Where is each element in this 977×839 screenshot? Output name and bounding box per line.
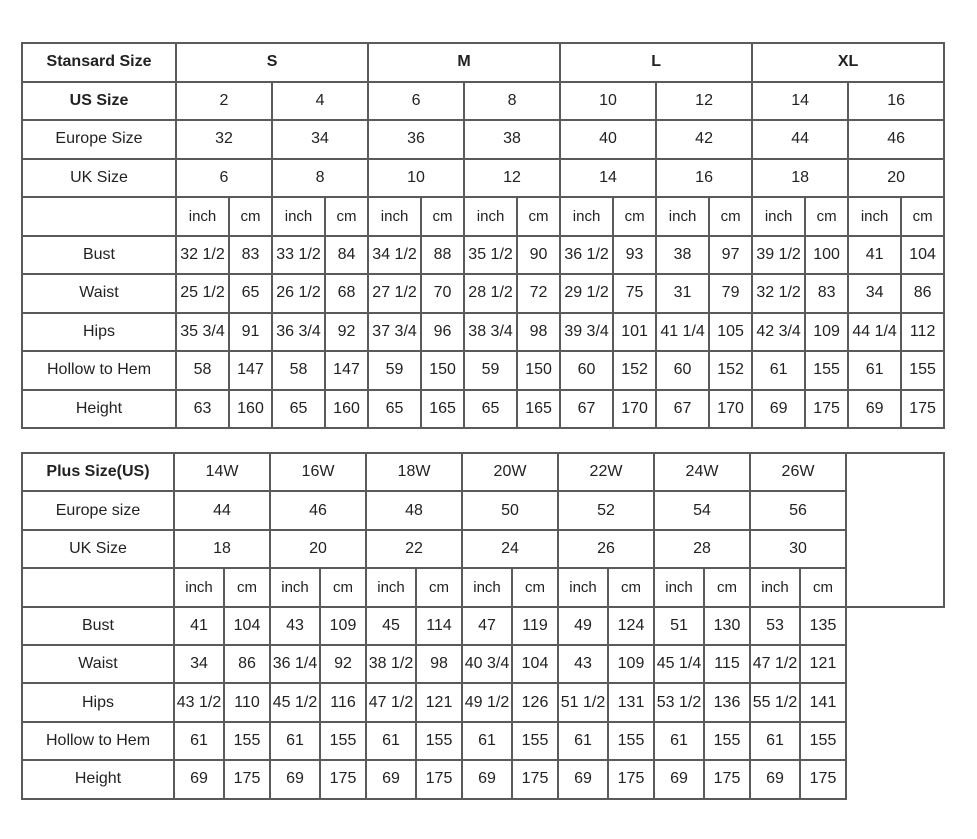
measurement-cm-cell: 116 (320, 683, 366, 721)
measurement-cm-cell: 175 (224, 760, 270, 798)
europe-size-row (22, 120, 944, 159)
europe-size-cell: 44 (752, 120, 848, 159)
measurement-cm-cell: 175 (512, 760, 558, 798)
plus-europe-cell: 56 (750, 491, 846, 529)
measurement-label: Bust (22, 236, 176, 275)
measurement-inch-cell: 41 (174, 607, 224, 645)
unit-inch: inch (656, 197, 709, 236)
measurement-cm-cell: 92 (325, 313, 368, 352)
plus-size-cell: 14W (174, 453, 270, 491)
measurement-cm-cell: 152 (613, 351, 656, 390)
measurement-cm-cell: 155 (320, 722, 366, 760)
measurement-cm-cell: 170 (613, 390, 656, 429)
measurement-cm-cell: 175 (901, 390, 944, 429)
unit-inch: inch (174, 568, 224, 606)
measurement-cm-cell: 155 (805, 351, 848, 390)
plus-europe-cell: 44 (174, 491, 270, 529)
measurement-inch-cell: 67 (560, 390, 613, 429)
europe-size-cell: 32 (176, 120, 272, 159)
plus-size-label: Plus Size(US) (22, 453, 174, 491)
plus-uk-row (22, 530, 944, 568)
measurement-cm-cell: 165 (517, 390, 560, 429)
uk-size-cell: 8 (272, 159, 368, 198)
measurement-inch-cell: 32 1/2 (176, 236, 229, 275)
uk-size-cell: 18 (752, 159, 848, 198)
measurement-cm-cell: 121 (800, 645, 846, 683)
measurement-cm-cell: 88 (421, 236, 464, 275)
unit-inch: inch (752, 197, 805, 236)
measurement-cm-cell: 104 (901, 236, 944, 275)
measurement-row (22, 607, 944, 645)
measurement-cm-cell: 160 (325, 390, 368, 429)
measurement-cm-cell: 75 (613, 274, 656, 313)
unit-cm: cm (613, 197, 656, 236)
measurement-cm-cell: 175 (608, 760, 654, 798)
measurement-cm-cell: 100 (805, 236, 848, 275)
us-size-row (22, 82, 944, 121)
unit-cm: cm (709, 197, 752, 236)
measurement-inch-cell: 44 1/4 (848, 313, 901, 352)
unit-inch: inch (270, 568, 320, 606)
measurement-cm-cell: 175 (805, 390, 848, 429)
plus-empty-column (846, 453, 944, 607)
measurement-inch-cell: 27 1/2 (368, 274, 421, 313)
measurement-cm-cell: 91 (229, 313, 272, 352)
measurement-inch-cell: 38 1/2 (366, 645, 416, 683)
plus-uk-cell: 26 (558, 530, 654, 568)
measurement-cm-cell: 83 (229, 236, 272, 275)
measurement-inch-cell: 36 1/4 (270, 645, 320, 683)
measurement-row (22, 390, 944, 429)
unit-inch: inch (368, 197, 421, 236)
size-xl: XL (752, 43, 944, 82)
measurement-inch-cell: 51 1/2 (558, 683, 608, 721)
measurement-cm-cell: 109 (608, 645, 654, 683)
measurement-inch-cell: 29 1/2 (560, 274, 613, 313)
measurement-inch-cell: 55 1/2 (750, 683, 800, 721)
measurement-label: Height (22, 390, 176, 429)
measurement-cm-cell: 160 (229, 390, 272, 429)
measurement-inch-cell: 60 (656, 351, 709, 390)
us-size-cell: 12 (656, 82, 752, 121)
measurement-cm-cell: 105 (709, 313, 752, 352)
unit-cm: cm (229, 197, 272, 236)
measurement-inch-cell: 53 (750, 607, 800, 645)
measurement-cm-cell: 131 (608, 683, 654, 721)
measurement-inch-cell: 69 (848, 390, 901, 429)
us-size-cell: 10 (560, 82, 656, 121)
measurement-inch-cell: 67 (656, 390, 709, 429)
measurement-label: Height (22, 760, 174, 798)
us-size-cell: 6 (368, 82, 464, 121)
plus-uk-cell: 24 (462, 530, 558, 568)
measurement-label: Bust (22, 607, 174, 645)
measurement-cm-cell: 98 (517, 313, 560, 352)
plus-size-table (21, 452, 945, 800)
standard-unit-row (22, 197, 944, 236)
measurement-inch-cell: 38 (656, 236, 709, 275)
measurement-cm-cell: 170 (709, 390, 752, 429)
measurement-row (22, 645, 944, 683)
measurement-inch-cell: 39 1/2 (752, 236, 805, 275)
unit-cm: cm (805, 197, 848, 236)
measurement-cm-cell: 70 (421, 274, 464, 313)
measurement-inch-cell: 61 (174, 722, 224, 760)
europe-size-cell: 40 (560, 120, 656, 159)
measurement-row (22, 722, 944, 760)
europe-size-cell: 46 (848, 120, 944, 159)
measurement-cm-cell: 147 (325, 351, 368, 390)
measurement-inch-cell: 61 (752, 351, 805, 390)
us-size-cell: 14 (752, 82, 848, 121)
measurement-inch-cell: 61 (558, 722, 608, 760)
measurement-cm-cell: 115 (704, 645, 750, 683)
measurement-inch-cell: 69 (174, 760, 224, 798)
measurement-inch-cell: 61 (366, 722, 416, 760)
measurement-label: Hollow to Hem (22, 722, 174, 760)
measurement-inch-cell: 34 (848, 274, 901, 313)
measurement-cm-cell: 155 (224, 722, 270, 760)
measurement-cm-cell: 155 (704, 722, 750, 760)
measurement-cm-cell: 68 (325, 274, 368, 313)
plus-size-cell: 24W (654, 453, 750, 491)
unit-cm: cm (512, 568, 558, 606)
measurement-inch-cell: 39 3/4 (560, 313, 613, 352)
measurement-cm-cell: 150 (421, 351, 464, 390)
plus-measurements (22, 607, 944, 799)
measurement-cm-cell: 136 (704, 683, 750, 721)
measurement-inch-cell: 65 (272, 390, 325, 429)
measurement-cm-cell: 83 (805, 274, 848, 313)
plus-uk-cell: 28 (654, 530, 750, 568)
measurement-inch-cell: 59 (368, 351, 421, 390)
measurement-inch-cell: 60 (560, 351, 613, 390)
measurement-inch-cell: 45 1/4 (654, 645, 704, 683)
measurement-inch-cell: 58 (272, 351, 325, 390)
us-size-cell: 16 (848, 82, 944, 121)
unit-inch: inch (654, 568, 704, 606)
measurement-cm-cell: 155 (800, 722, 846, 760)
measurement-inch-cell: 47 (462, 607, 512, 645)
measurement-inch-cell: 28 1/2 (464, 274, 517, 313)
measurement-cm-cell: 130 (704, 607, 750, 645)
measurement-cm-cell: 84 (325, 236, 368, 275)
unit-cm: cm (416, 568, 462, 606)
us-size-cell: 8 (464, 82, 560, 121)
measurement-inch-cell: 34 (174, 645, 224, 683)
us-size-cell: 2 (176, 82, 272, 121)
plus-europe-label: Europe size (22, 491, 174, 529)
measurement-inch-cell: 26 1/2 (272, 274, 325, 313)
unit-inch: inch (848, 197, 901, 236)
measurement-cm-cell: 86 (901, 274, 944, 313)
measurement-inch-cell: 51 (654, 607, 704, 645)
uk-size-cell: 14 (560, 159, 656, 198)
measurement-cm-cell: 121 (416, 683, 462, 721)
measurement-row (22, 683, 944, 721)
size-l: L (560, 43, 752, 82)
measurement-cm-cell: 155 (512, 722, 558, 760)
europe-size-cell: 42 (656, 120, 752, 159)
measurement-cm-cell: 150 (517, 351, 560, 390)
measurement-cm-cell: 119 (512, 607, 558, 645)
unit-cm: cm (608, 568, 654, 606)
measurement-cm-cell: 155 (608, 722, 654, 760)
plus-uk-cell: 22 (366, 530, 462, 568)
measurement-inch-cell: 69 (270, 760, 320, 798)
measurement-inch-cell: 61 (848, 351, 901, 390)
measurement-inch-cell: 41 (848, 236, 901, 275)
measurement-inch-cell: 43 (558, 645, 608, 683)
unit-cm: cm (421, 197, 464, 236)
measurement-inch-cell: 43 1/2 (174, 683, 224, 721)
europe-size-cell: 34 (272, 120, 368, 159)
measurement-inch-cell: 69 (750, 760, 800, 798)
measurement-cm-cell: 72 (517, 274, 560, 313)
europe-size-label: Europe Size (22, 120, 176, 159)
plus-europe-cell: 50 (462, 491, 558, 529)
unit-row-blank (22, 568, 174, 606)
measurement-cm-cell: 175 (704, 760, 750, 798)
standard-measurements (22, 236, 944, 429)
uk-size-cell: 16 (656, 159, 752, 198)
us-size-cell: 4 (272, 82, 368, 121)
measurement-cm-cell: 175 (320, 760, 366, 798)
measurement-cm-cell: 97 (709, 236, 752, 275)
unit-inch: inch (176, 197, 229, 236)
measurement-cm-cell: 155 (416, 722, 462, 760)
plus-uk-cell: 18 (174, 530, 270, 568)
plus-uk-cell: 20 (270, 530, 366, 568)
uk-size-cell: 6 (176, 159, 272, 198)
measurement-cm-cell: 155 (901, 351, 944, 390)
measurement-cm-cell: 109 (320, 607, 366, 645)
unit-cm: cm (800, 568, 846, 606)
standard-size-label: Stansard Size (22, 43, 176, 82)
plus-header-row (22, 453, 944, 491)
unit-cm: cm (901, 197, 944, 236)
measurement-row (22, 313, 944, 352)
measurement-inch-cell: 43 (270, 607, 320, 645)
measurement-inch-cell: 69 (462, 760, 512, 798)
measurement-inch-cell: 41 1/4 (656, 313, 709, 352)
measurement-inch-cell: 34 1/2 (368, 236, 421, 275)
plus-size-cell: 22W (558, 453, 654, 491)
measurement-cm-cell: 104 (224, 607, 270, 645)
measurement-inch-cell: 47 1/2 (750, 645, 800, 683)
measurement-inch-cell: 69 (558, 760, 608, 798)
unit-inch: inch (558, 568, 608, 606)
plus-europe-cell: 54 (654, 491, 750, 529)
measurement-inch-cell: 45 1/2 (270, 683, 320, 721)
plus-europe-row (22, 491, 944, 529)
measurement-label: Hips (22, 313, 176, 352)
unit-cm: cm (517, 197, 560, 236)
measurement-inch-cell: 69 (366, 760, 416, 798)
unit-cm: cm (325, 197, 368, 236)
measurement-row (22, 351, 944, 390)
unit-inch: inch (366, 568, 416, 606)
plus-unit-row (22, 568, 944, 606)
measurement-inch-cell: 31 (656, 274, 709, 313)
measurement-cm-cell: 92 (320, 645, 366, 683)
unit-inch: inch (464, 197, 517, 236)
plus-size-cell: 16W (270, 453, 366, 491)
unit-cm: cm (224, 568, 270, 606)
plus-europe-cell: 48 (366, 491, 462, 529)
measurement-row (22, 760, 944, 798)
measurement-inch-cell: 69 (752, 390, 805, 429)
measurement-row (22, 236, 944, 275)
measurement-cm-cell: 98 (416, 645, 462, 683)
plus-size-cell: 18W (366, 453, 462, 491)
unit-row-blank (22, 197, 176, 236)
plus-uk-label: UK Size (22, 530, 174, 568)
measurement-inch-cell: 40 3/4 (462, 645, 512, 683)
measurement-cm-cell: 93 (613, 236, 656, 275)
plus-europe-cell: 46 (270, 491, 366, 529)
us-size-label: US Size (22, 82, 176, 121)
size-s: S (176, 43, 368, 82)
measurement-inch-cell: 63 (176, 390, 229, 429)
unit-inch: inch (272, 197, 325, 236)
uk-size-cell: 20 (848, 159, 944, 198)
measurement-label: Waist (22, 274, 176, 313)
unit-inch: inch (560, 197, 613, 236)
measurement-cm-cell: 135 (800, 607, 846, 645)
measurement-label: Hips (22, 683, 174, 721)
measurement-inch-cell: 36 3/4 (272, 313, 325, 352)
unit-inch: inch (462, 568, 512, 606)
standard-header-row (22, 43, 944, 82)
measurement-inch-cell: 61 (654, 722, 704, 760)
measurement-inch-cell: 49 (558, 607, 608, 645)
measurement-inch-cell: 59 (464, 351, 517, 390)
measurement-inch-cell: 65 (464, 390, 517, 429)
measurement-cm-cell: 101 (613, 313, 656, 352)
europe-size-cell: 36 (368, 120, 464, 159)
measurement-inch-cell: 58 (176, 351, 229, 390)
measurement-inch-cell: 25 1/2 (176, 274, 229, 313)
measurement-cm-cell: 109 (805, 313, 848, 352)
measurement-cm-cell: 96 (421, 313, 464, 352)
uk-size-row (22, 159, 944, 198)
measurement-cm-cell: 110 (224, 683, 270, 721)
measurement-inch-cell: 45 (366, 607, 416, 645)
plus-uk-cell: 30 (750, 530, 846, 568)
measurement-cm-cell: 124 (608, 607, 654, 645)
plus-size-cell: 26W (750, 453, 846, 491)
measurement-cm-cell: 104 (512, 645, 558, 683)
measurement-inch-cell: 35 1/2 (464, 236, 517, 275)
unit-inch: inch (750, 568, 800, 606)
measurement-inch-cell: 53 1/2 (654, 683, 704, 721)
measurement-inch-cell: 61 (462, 722, 512, 760)
measurement-cm-cell: 141 (800, 683, 846, 721)
unit-cm: cm (320, 568, 366, 606)
measurement-inch-cell: 37 3/4 (368, 313, 421, 352)
measurement-inch-cell: 69 (654, 760, 704, 798)
plus-size-cell: 20W (462, 453, 558, 491)
measurement-inch-cell: 33 1/2 (272, 236, 325, 275)
measurement-inch-cell: 35 3/4 (176, 313, 229, 352)
measurement-inch-cell: 38 3/4 (464, 313, 517, 352)
plus-europe-cell: 52 (558, 491, 654, 529)
measurement-inch-cell: 32 1/2 (752, 274, 805, 313)
unit-cm: cm (704, 568, 750, 606)
measurement-cm-cell: 65 (229, 274, 272, 313)
measurement-cm-cell: 112 (901, 313, 944, 352)
measurement-cm-cell: 90 (517, 236, 560, 275)
measurement-cm-cell: 126 (512, 683, 558, 721)
standard-size-table (21, 42, 945, 429)
measurement-inch-cell: 36 1/2 (560, 236, 613, 275)
measurement-inch-cell: 61 (270, 722, 320, 760)
measurement-inch-cell: 65 (368, 390, 421, 429)
measurement-cm-cell: 114 (416, 607, 462, 645)
uk-size-label: UK Size (22, 159, 176, 198)
measurement-cm-cell: 86 (224, 645, 270, 683)
measurement-cm-cell: 147 (229, 351, 272, 390)
measurement-cm-cell: 175 (416, 760, 462, 798)
measurement-label: Waist (22, 645, 174, 683)
measurement-row (22, 274, 944, 313)
europe-size-cell: 38 (464, 120, 560, 159)
measurement-cm-cell: 165 (421, 390, 464, 429)
size-m: M (368, 43, 560, 82)
measurement-cm-cell: 79 (709, 274, 752, 313)
measurement-inch-cell: 61 (750, 722, 800, 760)
measurement-label: Hollow to Hem (22, 351, 176, 390)
measurement-inch-cell: 47 1/2 (366, 683, 416, 721)
uk-size-cell: 10 (368, 159, 464, 198)
measurement-inch-cell: 42 3/4 (752, 313, 805, 352)
measurement-cm-cell: 152 (709, 351, 752, 390)
measurement-cm-cell: 175 (800, 760, 846, 798)
measurement-inch-cell: 49 1/2 (462, 683, 512, 721)
uk-size-cell: 12 (464, 159, 560, 198)
